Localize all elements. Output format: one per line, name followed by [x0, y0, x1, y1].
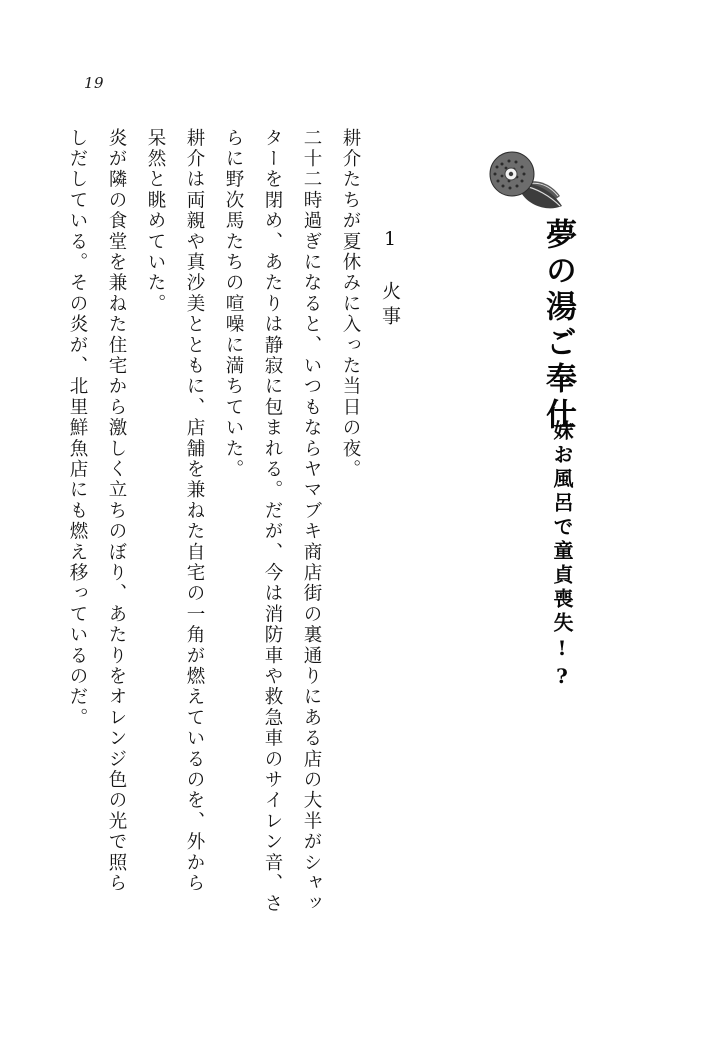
body-line: 炎が隣の食堂を兼ねた住宅から激しく立ちのぼり、あたりをオレンジ色の光で照ら: [106, 128, 127, 894]
book-subtitle: 妹お風呂で童貞喪失!?: [550, 420, 574, 692]
body-line: 耕介たちが夏休みに入った当日の夜。: [340, 128, 361, 480]
body-line: 耕介は両親や真沙美とともに、店舗を兼ねた自宅の一角が燃えているのを、外から: [184, 128, 205, 894]
page-number: 19: [84, 74, 105, 92]
flower-leaf-ornament: [478, 148, 574, 220]
body-line: 二十二時過ぎになると、いつもならヤマブキ商店街の裏通りにある店の大半がシャッ: [301, 128, 322, 915]
body-line: 呆然と眺めていた。: [145, 128, 166, 315]
body-line: しだしている。その炎が、北里鮮魚店にも燃え移っているのだ。: [67, 128, 88, 729]
body-line: らに野次馬たちの喧噪に満ちていた。: [223, 128, 244, 480]
book-title: 夢の湯ご奉仕: [540, 218, 576, 434]
chapter-heading: 1 火事: [379, 228, 401, 331]
body-line: ターを閉め、あたりは静寂に包まれる。だが、今は消防車や救急車のサイレン音、さ: [262, 128, 283, 915]
